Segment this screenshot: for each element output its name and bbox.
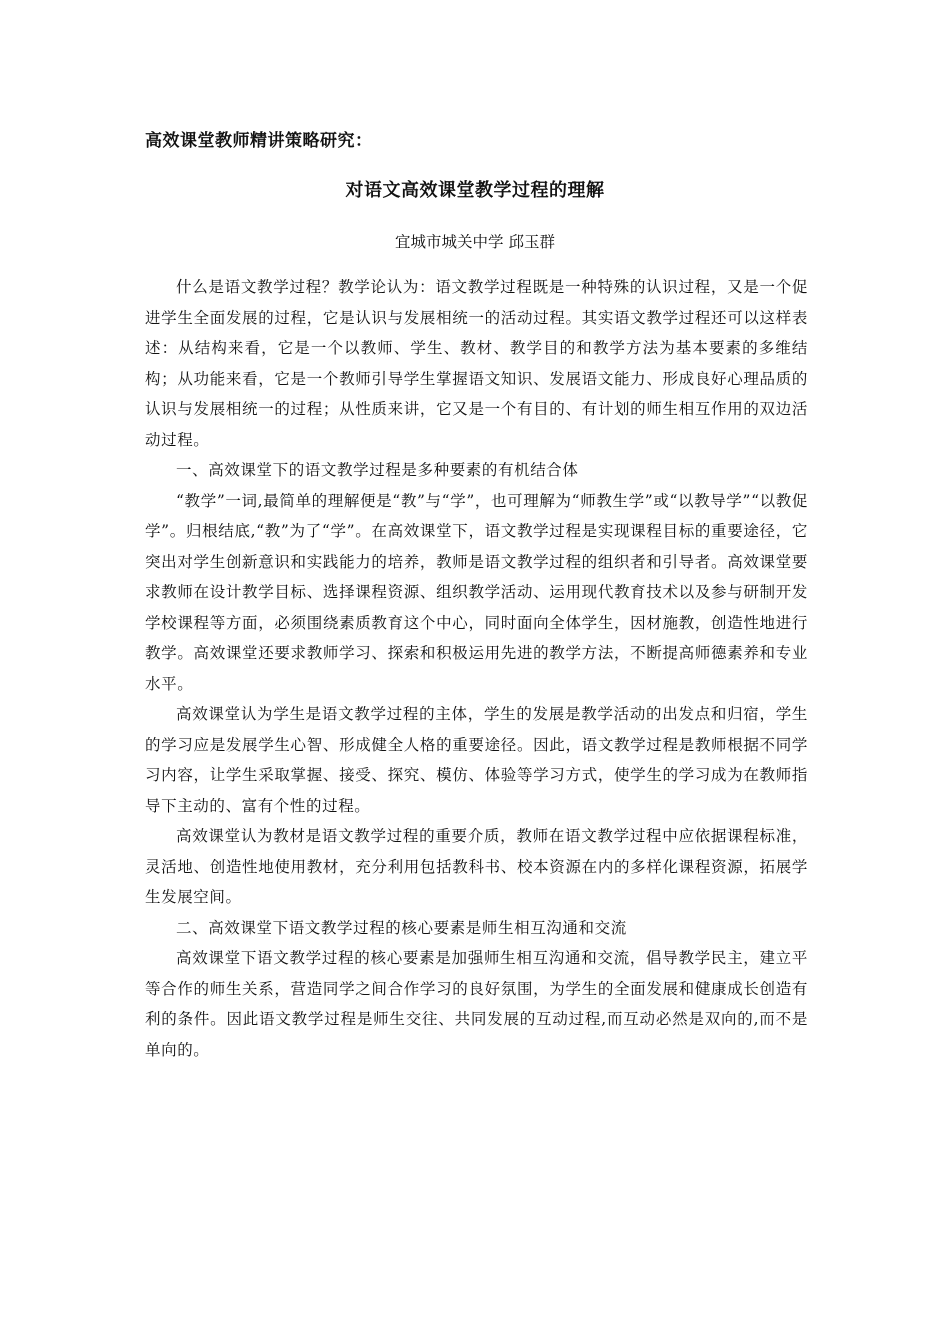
document-body — [145, 272, 808, 1065]
paragraph: “教学”一词,最简单的理解便是“教”与“学”，也可理解为“师教生学”或“以教导学”“以教促学”。归根结底,“教”为了“学”。在高效课堂下，语文教学过程是实现课程目标的重要途径，它突出对学生创新意识和实践能力的培养，教师是语文教学过程的组织者和引导者。高效课堂要求教师在设计教学目标、选择课程资源、组织教学活动、运用现代教育技术以及参与研制开发学校课程等方面，必须围绕素质教育这个中心，同时面向全体学生，因材施教，创造性地进行教学。高效课堂还要求教师学习、探索和积极运用先进的教学方法，不断提高师德素养和专业水平。 — [145, 491, 808, 693]
series-title: 高效课堂教师精讲策略研究： — [145, 131, 373, 151]
paragraph: 高效课堂下语文教学过程的核心要素是加强师生相互沟通和交流，倡导教学民主，建立平等合作的师生关系，营造同学之间合作学习的良好氛围，为学生的全面发展和健康成长创造有利的条件。因此语文教学过程是师生交往、共同发展的互动过程,而互动必然是双向的,而不是单向的。 — [145, 949, 808, 1059]
author-byline: 宜城市城关中学 邱玉群 — [395, 233, 555, 251]
paragraph: 高效课堂认为教材是语文教学过程的重要介质，教师在语文教学过程中应依据课程标准，灵活地、创造性地使用教材，充分利用包括教科书、校本资源在内的多样化课程资源，拓展学生发展空间。 — [145, 827, 808, 906]
section-heading-1: 一、高效课堂下的语文教学过程是多种要素的有机结合体 — [176, 461, 579, 479]
paragraph-intro: 什么是语文教学过程？教学论认为：语文教学过程既是一种特殊的认识过程，又是一个促进学生全面发展的过程，它是认识与发展相统一的活动过程。其实语文教学过程还可以这样表述：从结构来看，它是一个以教师、学生、教材、教学目的和教学方法为基本要素的多维结构；从功能来看，它是一个教师引导学生掌握语文知识、发展语文能力、形成良好心理品质的认识与发展相统一的过程；从性质来讲，它又是一个有目的、有计划的师生相互作用的双边活动过程。 — [145, 278, 808, 449]
paragraph: 高效课堂认为学生是语文教学过程的主体，学生的发展是教学活动的出发点和归宿，学生的学习应是发展学生心智、形成健全人格的重要途径。因此，语文教学过程是教师根据不同学习内容，让学生采取掌握、接受、探究、模仿、体验等学习方式，使学生的学习成为在教师指导下主动的、富有个性的过程。 — [145, 705, 808, 815]
section-heading-2: 二、高效课堂下语文教学过程的核心要素是师生相互沟通和交流 — [176, 918, 627, 937]
document-title: 对语文高效课堂教学过程的理解 — [345, 180, 605, 201]
